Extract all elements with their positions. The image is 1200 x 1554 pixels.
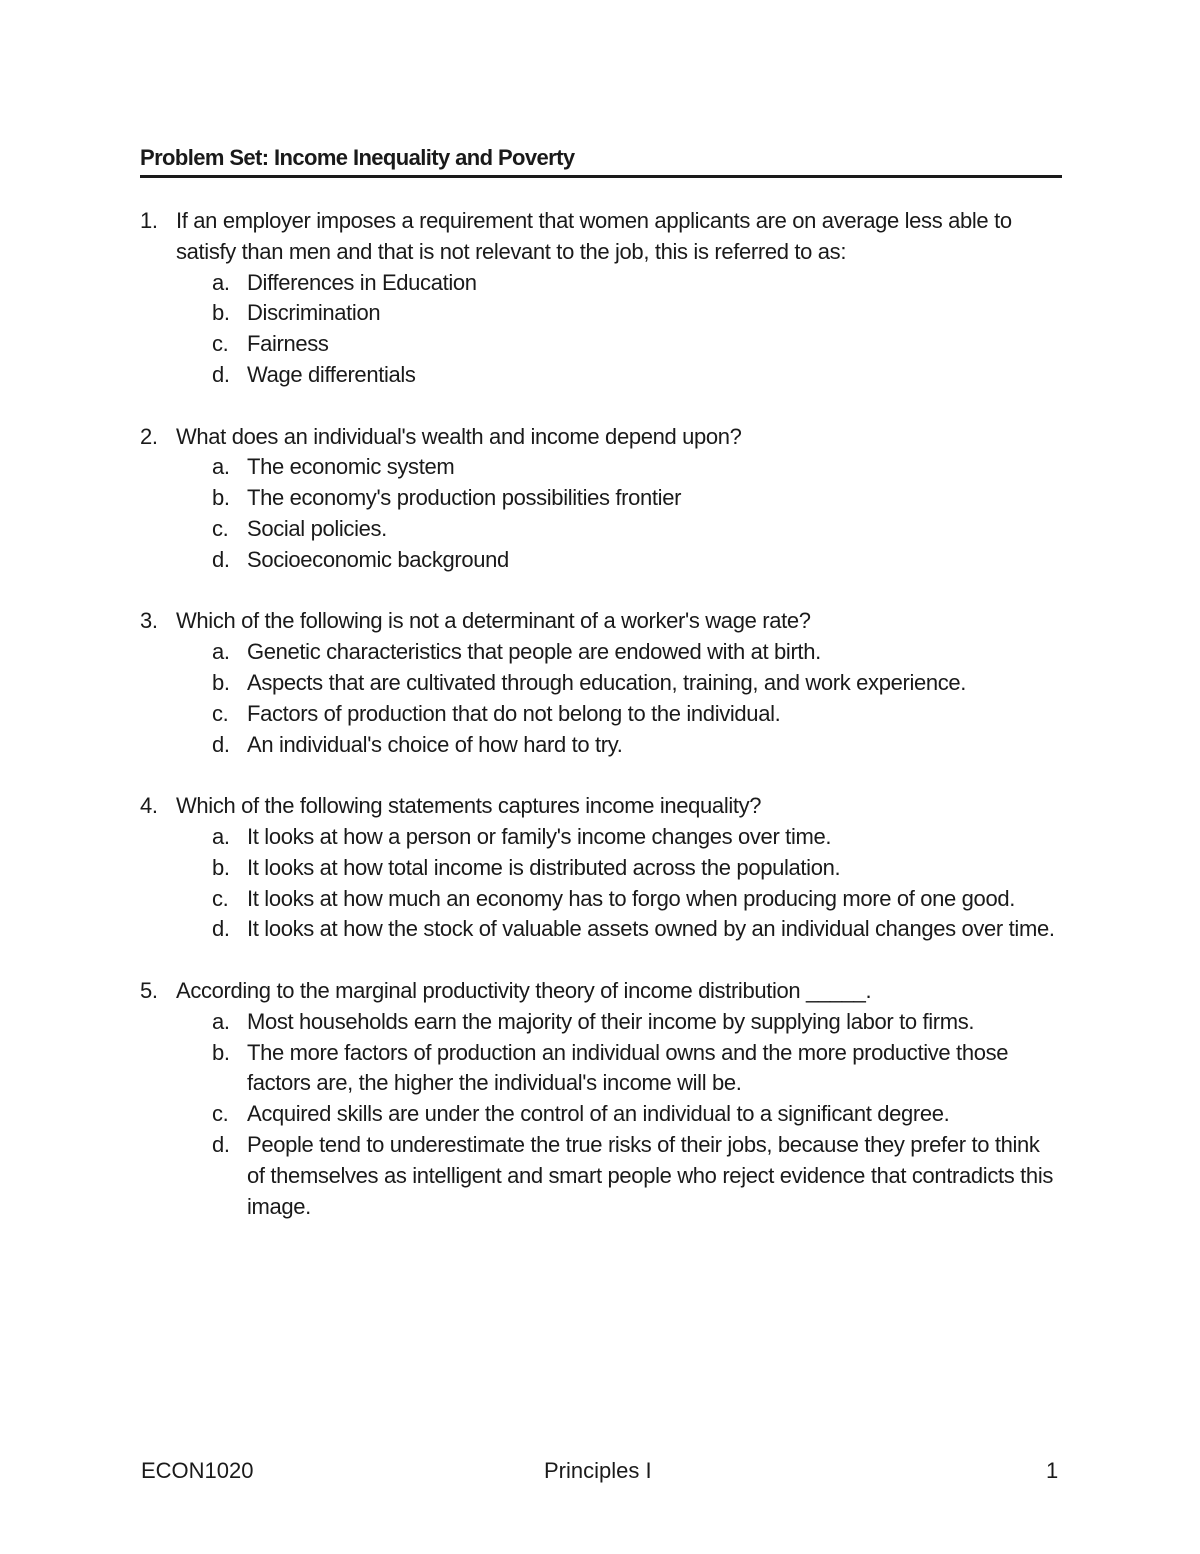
option-d: [140, 914, 1060, 945]
question-number: 1.: [140, 208, 158, 233]
option-text: People tend to underestimate the true risks of their jobs, because they prefer to think of themselves as intelligent and smart people who reject evidence that contradicts this image.: [247, 1131, 1054, 1219]
page-footer: [0, 1456, 1200, 1488]
option-text: Aspects that are cultivated through education, training, and work experience.: [247, 669, 967, 695]
option-letter: d.: [212, 916, 230, 942]
question-stem: [140, 206, 1060, 268]
question-number: 4.: [140, 793, 158, 819]
option-letter: c.: [212, 331, 229, 357]
question-number: 5.: [140, 977, 158, 1003]
option-list: [140, 268, 1060, 391]
option-letter: d.: [212, 361, 230, 387]
option-a: [140, 637, 1060, 668]
option-letter: a.: [212, 823, 230, 849]
question-number: 2.: [140, 423, 158, 449]
question-1: [140, 206, 1060, 391]
option-letter: a.: [212, 639, 230, 665]
question-5: [140, 976, 1060, 1222]
option-letter: b.: [212, 669, 230, 695]
option-d: [140, 545, 1060, 576]
option-text: Social policies.: [247, 515, 387, 541]
option-c: [140, 699, 1060, 730]
page-title: Problem Set: Income Inequality and Poverty: [140, 143, 1062, 178]
option-a: [140, 452, 1060, 483]
option-text: An individual's choice of how hard to try.: [247, 731, 623, 757]
question-text: What does an individual's wealth and income depend upon?: [176, 423, 742, 449]
question-number: 3.: [140, 608, 158, 634]
option-c: [140, 884, 1060, 915]
option-letter: b.: [212, 485, 230, 511]
option-a: [140, 268, 1060, 299]
option-list: [140, 452, 1060, 575]
option-letter: b.: [212, 300, 230, 326]
option-a: [140, 1007, 1060, 1038]
question-text: According to the marginal productivity theory of income distribution _____.: [176, 977, 872, 1003]
option-text: Fairness: [247, 331, 329, 357]
question-stem: [140, 976, 1060, 1007]
page-number: 1: [1046, 1458, 1059, 1483]
option-text: It looks at how much an economy has to forgo when producing more of one good.: [247, 885, 1015, 911]
option-text: Acquired skills are under the control of an individual to a significant degree.: [247, 1101, 950, 1127]
option-text: Genetic characteristics that people are endowed with at birth.: [247, 639, 821, 665]
option-list: [140, 1007, 1060, 1223]
option-b: [140, 483, 1060, 514]
option-letter: a.: [212, 454, 230, 480]
option-text: The economic system: [247, 454, 455, 480]
option-list: [140, 637, 1060, 760]
option-text: The more factors of production an individual owns and the more productive those factors are, the higher the individual's income will be.: [247, 1039, 1009, 1096]
question-text: Which of the following statements captures income inequality?: [176, 793, 762, 819]
option-text: The economy's production possibilities frontier: [247, 485, 682, 511]
option-c: [140, 514, 1060, 545]
question-text: Which of the following is not a determinant of a worker's wage rate?: [176, 608, 811, 634]
option-a: [140, 822, 1060, 853]
option-c: [140, 329, 1060, 360]
option-d: [140, 1130, 1060, 1222]
option-text: It looks at how the stock of valuable assets owned by an individual changes over time.: [247, 916, 1055, 942]
option-letter: a.: [212, 1008, 230, 1034]
question-stem: [140, 791, 1060, 822]
course-name: Principles I: [544, 1458, 652, 1483]
option-letter: c.: [212, 1101, 229, 1127]
option-text: Wage differentials: [247, 361, 416, 387]
option-letter: c.: [212, 885, 229, 911]
option-b: [140, 298, 1060, 329]
option-text: Socioeconomic background: [247, 546, 509, 572]
question-list: [140, 206, 1060, 1253]
option-letter: d.: [212, 546, 230, 572]
option-letter: d.: [212, 731, 230, 757]
course-code: ECON1020: [141, 1458, 254, 1483]
option-text: It looks at how a person or family's income changes over time.: [247, 823, 832, 849]
option-text: Factors of production that do not belong to the individual.: [247, 700, 781, 726]
option-c: [140, 1099, 1060, 1130]
question-stem: [140, 422, 1060, 453]
option-list: [140, 822, 1060, 945]
option-letter: c.: [212, 515, 229, 541]
option-letter: b.: [212, 854, 230, 880]
option-b: [140, 668, 1060, 699]
option-text: Discrimination: [247, 300, 381, 326]
option-letter: c.: [212, 700, 229, 726]
question-stem: [140, 606, 1060, 637]
option-letter: b.: [212, 1039, 230, 1065]
question-2: [140, 422, 1060, 576]
option-b: [140, 1038, 1060, 1100]
option-text: Differences in Education: [247, 269, 477, 295]
option-letter: a.: [212, 269, 230, 295]
option-b: [140, 853, 1060, 884]
option-letter: d.: [212, 1131, 230, 1157]
option-d: [140, 360, 1060, 391]
question-3: [140, 606, 1060, 760]
option-text: It looks at how total income is distributed across the population.: [247, 854, 841, 880]
question-4: [140, 791, 1060, 945]
option-d: [140, 730, 1060, 761]
option-text: Most households earn the majority of their income by supplying labor to firms.: [247, 1008, 975, 1034]
question-text: If an employer imposes a requirement that women applicants are on average less able to satisfy than men and that is not relevant to the job, this is referred to as:: [176, 208, 1012, 264]
